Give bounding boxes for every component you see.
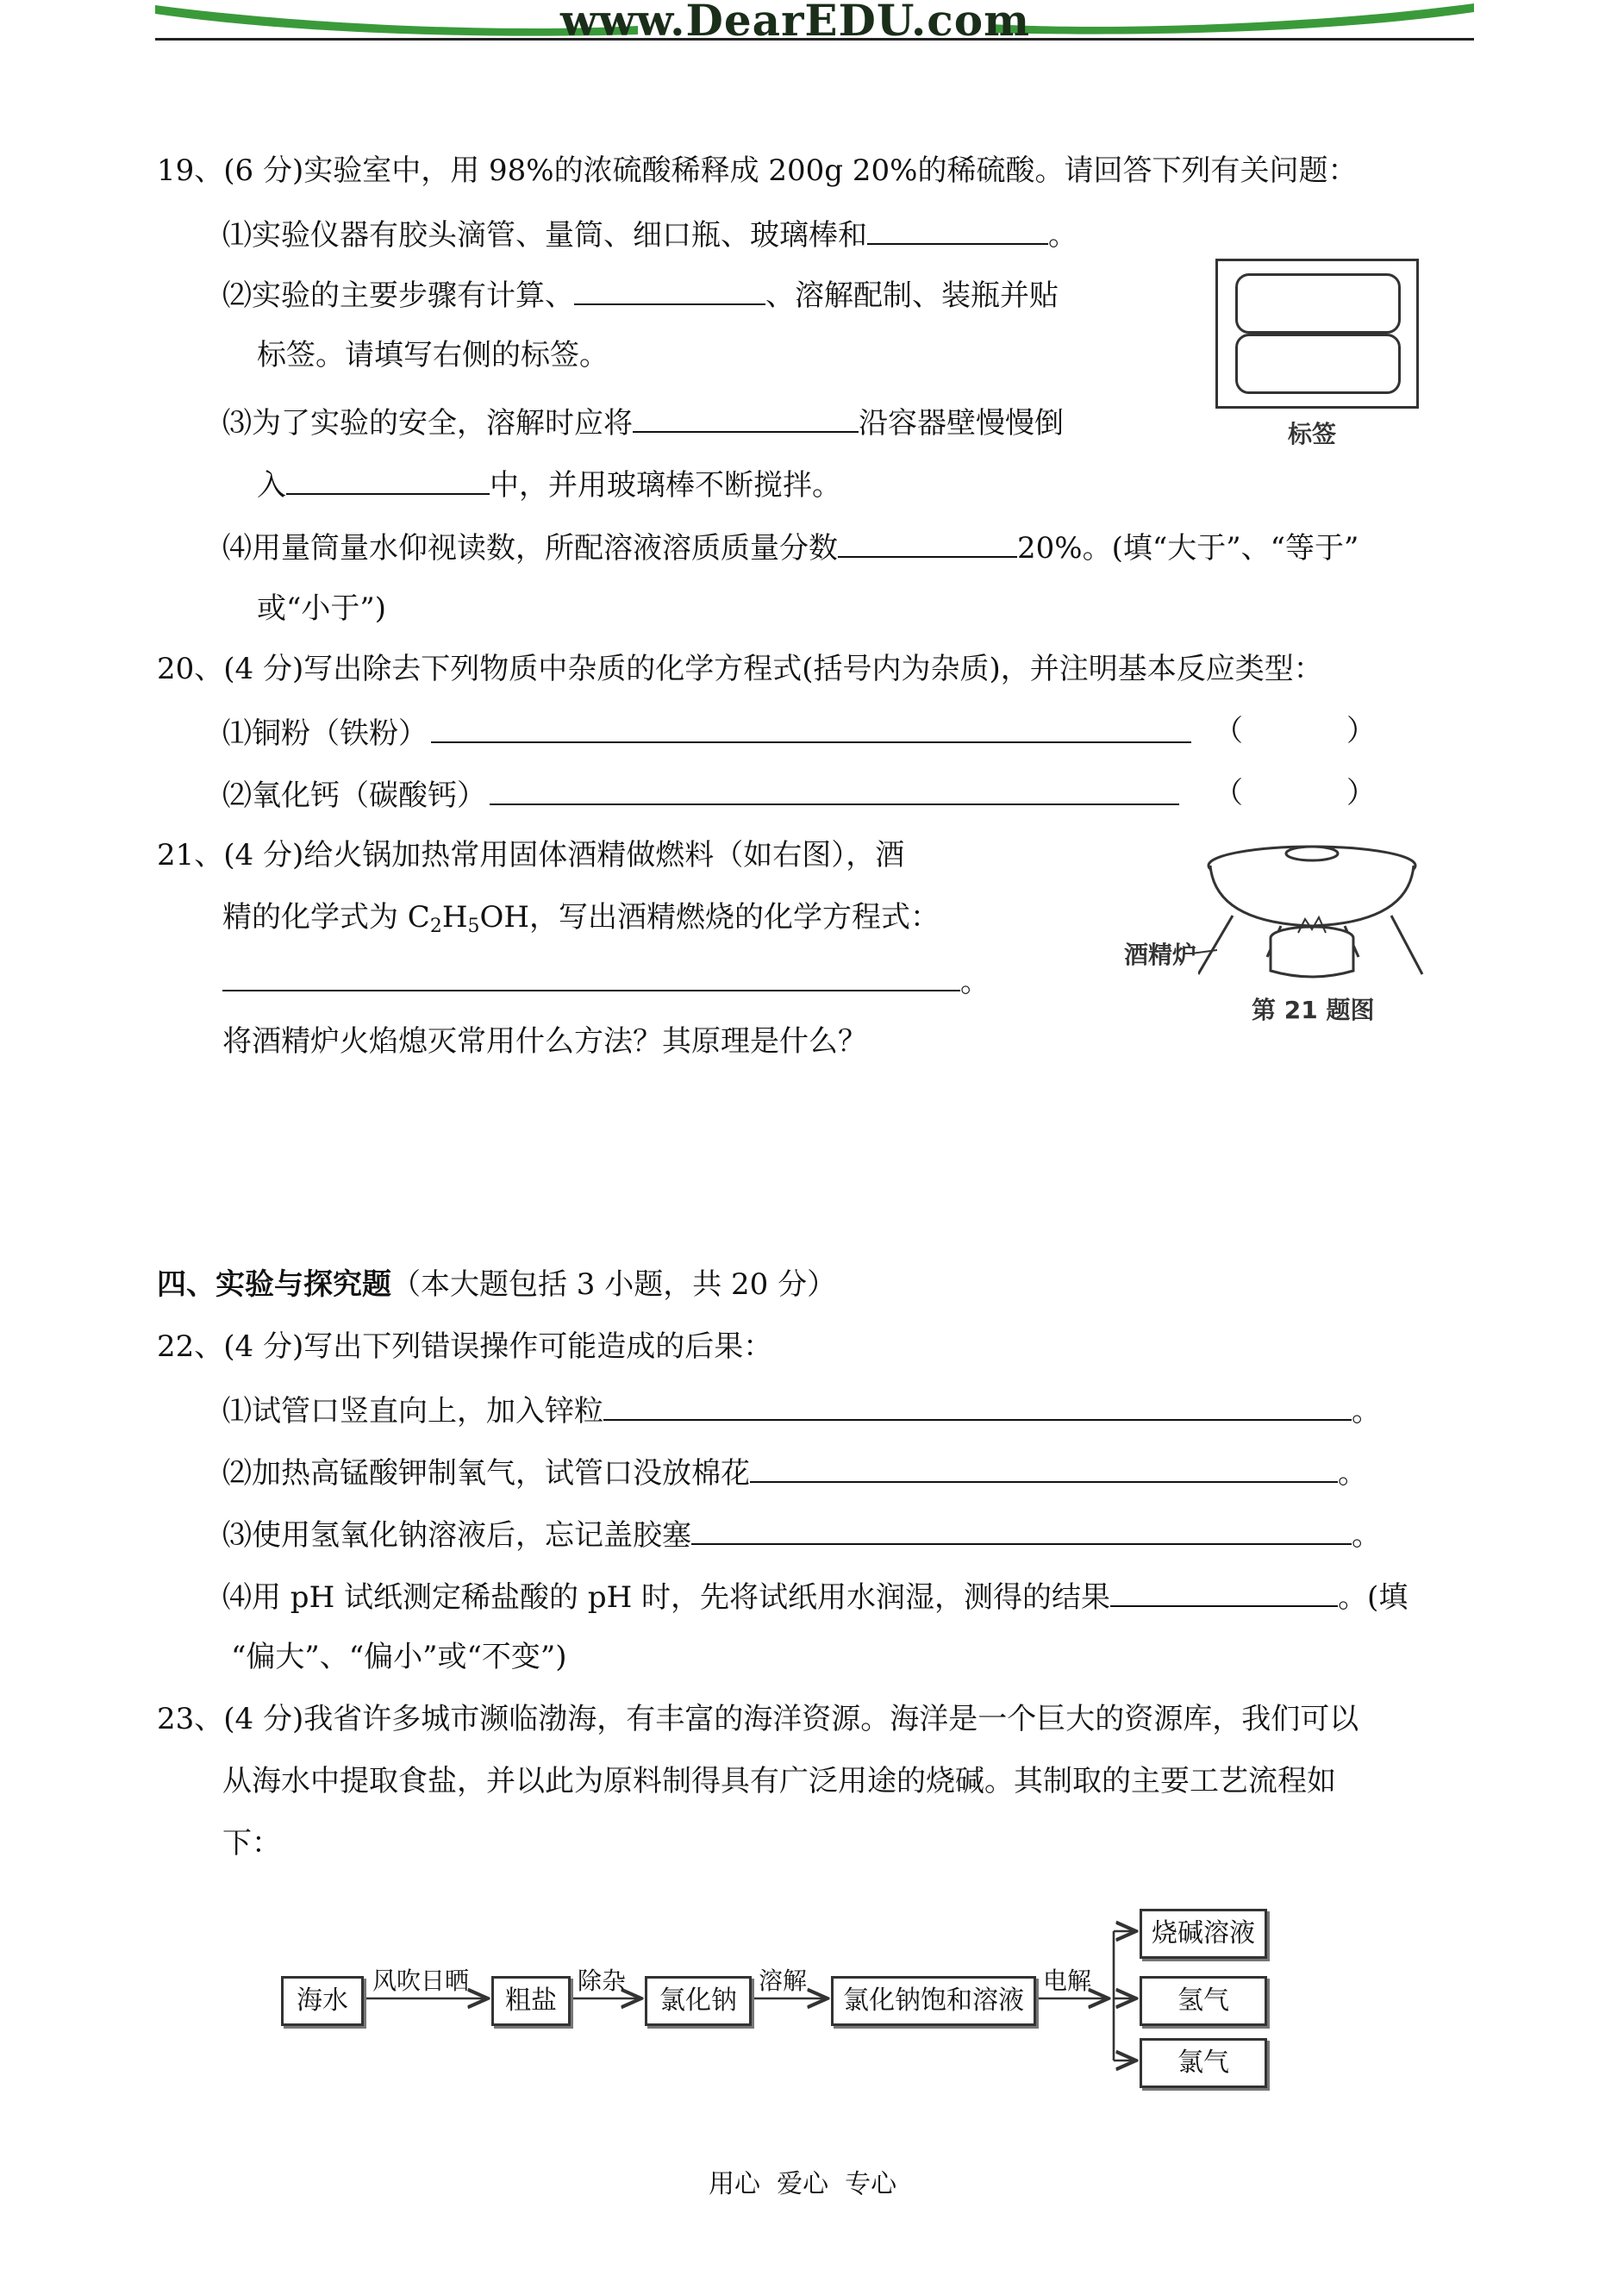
q21-line2-text-a: 精的化学式为 C [222,900,430,935]
section4-note: （本大题包括 3 小题，共 20 分） [391,1267,837,1302]
q20-part1-paren-open: （ [1214,714,1243,748]
q21-answer-line [222,960,990,1001]
q21-sub-5: 5 [467,916,480,937]
hotpot-leader-line [1191,945,1217,962]
site-logo: www.DearEDU.com [560,0,1031,46]
q19-part3-text-a: ⑶为了实验的安全，溶解时应将 [222,406,633,441]
q23-line2: 从海水中提取食盐，并以此为原料制得具有广泛用途的烧碱。其制取的主要工艺流程如 [222,1764,1336,1798]
q21-line4: 将酒精炉火焰熄灭常用什么方法？其原理是什么？ [222,1024,867,1059]
flow-node-hydrogen: 氢气 [1140,1976,1267,2026]
q22-part4 [222,1576,1408,1617]
q21-h: H [441,900,468,935]
q19-part2 [222,274,1059,315]
q20-part2-blank[interactable] [490,774,1179,805]
q19-part3-text-c: 入 [257,468,286,503]
hotpot-figure-caption: 第 21 题图 [1252,996,1375,1024]
label-figure [1215,259,1419,409]
q21-line2 [222,898,940,946]
flow-node-saturated-solution: 氯化钠饱和溶液 [831,1976,1036,2026]
q20-part1-text: ⑴铜粉（铁粉） [222,716,428,751]
q21-answer-end: 。 [960,965,990,999]
q22-part4-cont: “偏大”、“偏小”或“不变”) [231,1640,567,1674]
q19-part1 [222,214,1077,254]
q22-part2 [222,1452,1367,1492]
q19-part4 [222,527,1359,567]
flow-node-chlorine: 氯气 [1140,2038,1267,2088]
q20-part1-type [1214,712,1376,750]
q20-part2-type [1214,774,1376,812]
flow-node-sodium-chloride: 氯化钠 [645,1976,752,2026]
q22-part1-blank[interactable] [603,1390,1352,1421]
q19-part4-blank[interactable] [838,527,1017,558]
section4-heading [157,1266,836,1304]
q19-part1-blank[interactable] [867,214,1048,245]
q22-part1-text: ⑴试管口竖直向上，加入锌粒 [222,1394,603,1429]
flow-node-caustic-soda: 烧碱溶液 [1140,1909,1267,1959]
q20-part1-blank[interactable] [431,712,1191,743]
label-field-bottom[interactable] [1235,334,1401,394]
q19-part4-cont: 或“小于”) [257,591,387,626]
q22-part4-text-a: ⑷用 pH 试纸测定稀盐酸的 pH 时，先将试纸用水润湿，测得的结果 [222,1580,1111,1615]
q20-part1-paren-close: ） [1346,714,1376,748]
q20-part2-paren-close: ） [1346,776,1376,810]
flow-step-purify: 除杂 [578,1967,627,1995]
q19-part3-text-b: 沿容器壁慢慢倒 [859,406,1064,441]
label-figure-caption: 标签 [1288,420,1337,448]
q19-part2-text-a: ⑵实验的主要步骤有计算、 [222,278,574,313]
q22-part1-end: 。 [1352,1394,1381,1429]
q22-part2-end: 。 [1338,1456,1367,1491]
q20-part2 [222,774,1179,815]
q19-stem: 19、(6 分)实验室中，用 98%的浓硫酸稀释成 200g 20%的稀硫酸。请回答下列有关问题： [157,153,1358,188]
section4-title: 四、实验与探究题 [157,1267,391,1302]
q20-part2-paren-open: （ [1214,776,1243,810]
hotpot-figure [1198,836,1440,983]
q22-part2-blank[interactable] [750,1452,1338,1483]
q19-part3-text-d: 中，并用玻璃棒不断搅拌。 [490,468,841,503]
q20-part1 [222,712,1191,753]
q22-stem: 22、(4 分)写出下列错误操作可能造成的后果： [157,1329,773,1364]
q19-part4-text-b: 20%。(填“大于”、“等于” [1017,531,1359,566]
flow-step-dissolve: 溶解 [759,1967,808,1995]
q21-answer-blank[interactable] [222,960,960,991]
q19-part2-text-b: 、溶解配制、装瓶并贴 [765,278,1059,313]
q23-line3: 下： [222,1826,281,1860]
q22-part1 [222,1390,1381,1430]
q19-part2-cont: 标签。请填写右侧的标签。 [257,338,609,372]
q22-part4-blank[interactable] [1110,1576,1338,1607]
q19-part1-end: 。 [1048,218,1077,253]
q23-stem: 23、(4 分)我省许多城市濒临渤海，有丰富的海洋资源。海洋是一个巨大的资源库，我们可以 [157,1702,1359,1736]
q19-part3-cont [257,464,841,504]
label-field-top[interactable] [1235,273,1401,334]
hotpot-drawing [1198,847,1422,977]
q19-part3-blank2[interactable] [286,464,490,495]
q21-sub-2: 2 [429,916,442,937]
footer-text: 用心 爱心 专心 [709,2169,897,2199]
q19-part2-blank[interactable] [574,274,765,305]
q22-part3-end: 。 [1352,1518,1381,1553]
hotpot-stove-label: 酒精炉 [1124,941,1197,969]
q21-stem: 21、(4 分)给火锅加热常用固体酒精做燃料（如右图），酒 [157,838,905,872]
q20-part2-text: ⑵氧化钙（碳酸钙） [222,779,486,813]
q19-part4-text-a: ⑷用量筒量水仰视读数，所配溶液溶质质量分数 [222,531,838,566]
q21-line2-text-b: OH，写出酒精燃烧的化学方程式： [479,900,940,935]
q19-part3-blank1[interactable] [633,402,859,433]
q20-stem: 20、(4 分)写出除去下列物质中杂质的化学方程式(括号内为杂质)，并注明基本反应类型： [157,652,1323,686]
flow-node-seawater: 海水 [281,1976,364,2026]
flow-step-sun-wind: 风吹日晒 [372,1967,470,1995]
q22-part3-blank[interactable] [691,1514,1352,1545]
q19-part3 [222,402,1064,442]
flow-step-electrolysis: 电解 [1043,1967,1092,1995]
flow-node-crude-salt: 粗盐 [491,1976,571,2026]
q22-part2-text: ⑵加热高锰酸钾制氧气，试管口没放棉花 [222,1456,750,1491]
q19-part1-text: ⑴实验仪器有胶头滴管、量筒、细口瓶、玻璃棒和 [222,218,867,253]
q22-part3-text: ⑶使用氢氧化钠溶液后，忘记盖胶塞 [222,1518,691,1553]
q22-part3 [222,1514,1381,1554]
q22-part4-text-b: 。(填 [1338,1580,1409,1615]
